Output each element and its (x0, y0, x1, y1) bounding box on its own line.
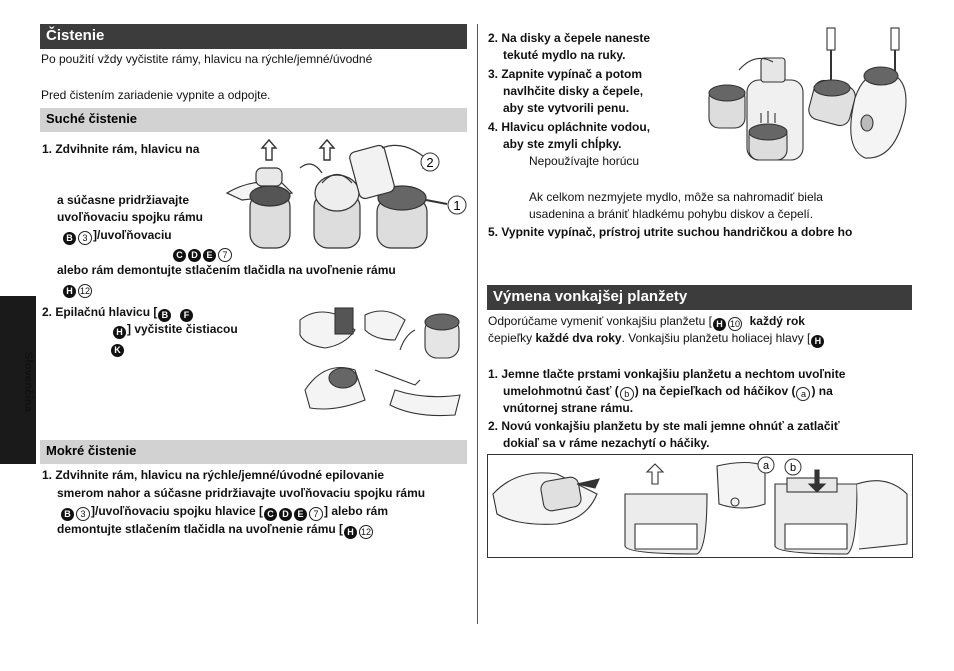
dry-step1-line2: a súčasne pridržiavajte (57, 193, 190, 207)
dry-step2-text: 2. Epilačnú hlavicu [ (42, 305, 158, 319)
replace-para-emphasis: každý rok (749, 314, 805, 328)
wet-step1-line3-text: ]/uvoľňovaciu spojku hlavice [ (91, 504, 263, 518)
wet-step3-line2: navlhčite disky a čepele, (503, 84, 644, 98)
ref-letter: a (796, 387, 810, 401)
column-divider (477, 24, 478, 624)
ref-badge: B (63, 232, 76, 245)
note-line2: usadenina a brániť hladkému pohybu diskov a čepelí. (529, 207, 814, 221)
wet-step4-line3: Nepoužívajte horúcu (529, 154, 640, 168)
illustration-remove-frame (222, 138, 472, 250)
ref-number: 3 (78, 231, 92, 245)
replace-step1-text: umelohmotnú časť ( (503, 384, 619, 398)
dry-step1-line4-text: ]/uvoľňovaciu (93, 228, 172, 242)
wet-step2-line1: 2. Na disky a čepele naneste (488, 31, 651, 45)
ref-number: 3 (76, 507, 90, 521)
replace-para-line2 (488, 330, 825, 348)
replace-step2-line2: dokiaľ sa v ráme nezachytí o háčiky. (503, 436, 710, 450)
ref-badge: D (279, 508, 292, 521)
ref-number: 7 (218, 248, 232, 262)
wet-step1-line3 (60, 503, 388, 521)
ref-badge: E (294, 508, 307, 521)
wet-step3-line3: aby ste vytvorili penu. (503, 101, 630, 115)
ref-badge: B (158, 309, 171, 322)
intro-text-2: Pred čistením zariadenie vypnite a odpojte. (41, 88, 271, 102)
replace-para-text: . Vonkajšiu planžetu holiacej hlavy [ (621, 331, 811, 345)
replace-para-line1 (488, 313, 805, 331)
dry-step1-line4 (62, 227, 172, 245)
note-line1: Ak celkom nezmyjete mydlo, môže sa nahromadiť biela (529, 190, 823, 204)
ref-badge: D (188, 249, 201, 262)
wet-step4-line1: 4. Hlavicu opláchnite vodou, (488, 120, 651, 134)
ref-badge: C (264, 508, 277, 521)
wet-step1-line1: 1. Zdvihnite rám, hlavicu na rýchle/jemné/úvodné epilovanie (42, 468, 385, 482)
wet-step4-line2: aby ste zmyli chĺpky. (503, 137, 622, 151)
ref-number: 10 (729, 319, 740, 329)
ref-badge: H (811, 335, 824, 348)
wet-step1-line2: smerom nahor a súčasne pridržiavajte uvoľňovaciu spojku rámu (57, 486, 426, 500)
dry-step2-line3 (110, 339, 125, 357)
dry-step2-line1 (42, 304, 194, 322)
replace-step1-line1: 1. Jemne tlačte prstami vonkajšiu planžetu a nechtom uvoľnite (488, 367, 846, 381)
ref-badge: K (111, 344, 124, 357)
illustration-foil-replacement (487, 454, 913, 558)
replace-step1-text: ) na čepieľkach od háčikov ( (634, 384, 796, 398)
replace-step2-line1: 2. Novú vonkajšiu planžetu by ste mali jemne ohnúť a zatlačiť (488, 419, 840, 433)
section-heading-replace-foil: Výmena vonkajšej planžety (487, 285, 912, 310)
intro-text-1: Po použití vždy vyčistite rámy, hlavicu na rýchle/jemné/úvodné (41, 52, 373, 66)
replace-step1-text: ) na (811, 384, 833, 398)
wet-step1-line4-text: demontujte stlačením tlačidla na uvoľnenie rámu [ (57, 522, 344, 536)
replace-step1-line3: vnútornej strane rámu. (503, 401, 634, 415)
dry-step1-line1: 1. Zdvihnite rám, hlavicu na (42, 142, 200, 156)
wet-step1-line4 (57, 521, 374, 539)
ref-badge: H (63, 285, 76, 298)
wet-step1-line3-tail: ] alebo rám (324, 504, 389, 518)
dry-step1-line7 (62, 280, 93, 298)
wet-step3-line1: 3. Zapnite vypínač a potom (488, 67, 643, 81)
section-heading-cleaning: Čistenie (40, 24, 467, 49)
ref-badge: E (203, 249, 216, 262)
ref-badge: H (113, 326, 126, 339)
wet-step2-line2: tekuté mydlo na ruky. (503, 48, 626, 62)
ref-number: 12 (361, 527, 372, 537)
subheading-wet-cleaning: Mokré čistenie (40, 440, 467, 464)
dry-step2-line2-text: ] vyčistite čistiacou (127, 322, 238, 336)
wet-step5: 5. Vypnite vypínač, prístroj utrite suchou handričkou a dobre ho (488, 225, 853, 239)
replace-step1-line2 (503, 383, 833, 401)
figure-label-1: 1 (453, 198, 461, 213)
dry-step1-line3: uvoľňovaciu spojku rámu (57, 210, 203, 224)
ref-badge: H (344, 526, 357, 539)
ref-badge: B (61, 508, 74, 521)
figure-label-b: b (789, 462, 797, 474)
replace-para-text: čepieľky (488, 331, 536, 345)
ref-number: 12 (79, 286, 90, 296)
ref-badge: H (713, 318, 726, 331)
figure-label-2: 2 (426, 155, 434, 170)
dry-step1-line6: alebo rám demontujte stlačením tlačidla na uvoľnenie rámu (57, 263, 396, 277)
figure-label-a: a (762, 460, 770, 472)
illustration-wet-cleaning (705, 28, 920, 163)
illustration-brush-cleaning (295, 300, 467, 418)
dry-step2-line2 (112, 321, 238, 339)
ref-letter: b (620, 387, 634, 401)
subheading-dry-cleaning: Suché čistenie (40, 108, 467, 132)
replace-para-text: Odporúčame vymeniť vonkajšiu planžetu [ (488, 314, 712, 328)
ref-badge: F (180, 309, 193, 322)
ref-badge: C (173, 249, 186, 262)
replace-para-emphasis: každé dva roky (535, 331, 622, 345)
language-label: Slovenčina (22, 352, 34, 413)
ref-number: 7 (309, 507, 323, 521)
